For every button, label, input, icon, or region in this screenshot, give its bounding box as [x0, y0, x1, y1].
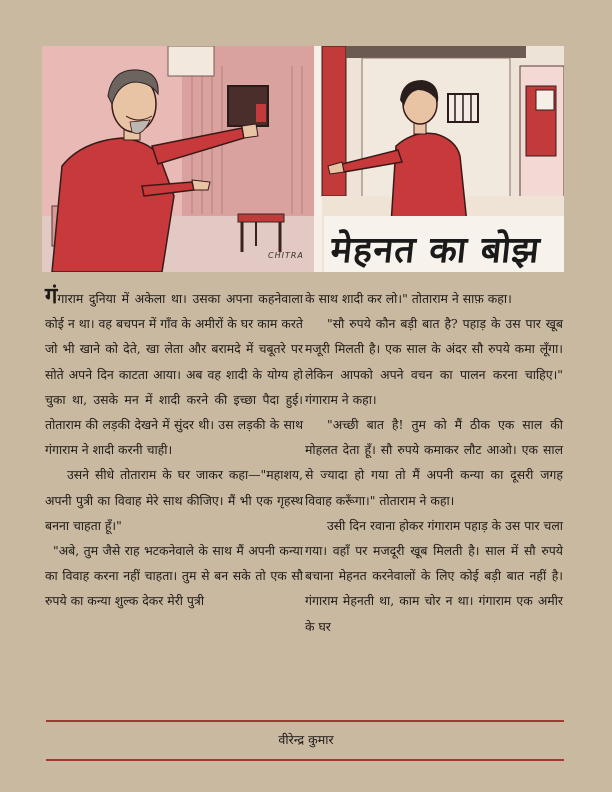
right-paragraph-3: "अच्छी बात है! तुम को मैं ठीक एक साल की मोहलत देता हूँ। सौ रुपये कमाकर लौट आओ। एक साल से ज्यादा हो गया तो मैं अपनी कन्या का दूसरी जगह विवाह करूँगा।" तोताराम ने कहा। [305, 417, 563, 508]
left-column [45, 286, 303, 614]
right-paragraph-1: के साथ शादी कर लो।" तोताराम ने साफ़ कहा। [305, 291, 512, 306]
divider-rule-bottom [46, 759, 564, 761]
left-paragraph-2: उसने सीधे तोताराम के घर जाकर कहा—"महाशय, अपनी पुत्री का विवाह मेरे साथ कीजिए। मैं भी एक गृहस्थ बनना चाहता हूँ।" [45, 467, 303, 533]
left-paragraph-1 [45, 286, 303, 462]
left-paragraph-3: "अबे, तुम जैसे राह भटकनेवाले के साथ मैं अपनी कन्या का विवाह करना नहीं चाहता। तुम से बन सके तो एक सौ रुपये का कन्या शुल्क देकर मेरी पुत्री [45, 543, 303, 609]
story-title: मेहनत का बोझ [328, 229, 543, 271]
divider-rule-top [46, 720, 564, 722]
right-column [305, 286, 563, 639]
left-paragraph-1-text: गाराम दुनिया में अकेला था। उसका अपना कहनेवाला कोई न था। वह बचपन में गाँव के अमीरों के घर काम करते जो भी खाने को देते, खा लेता और बरामदे में चबूतरे पर सोते अपने दिन काटता आया। अब वह शादी के योग्य हो चुका था, उसके मन में शादी करने की इच्छा पैदा हुई। तोताराम की लड़की देखने में सुंदर थी। उस लड़की के साथ गंगाराम ने शादी करनी चाही। [45, 291, 303, 458]
story-title-block [326, 220, 546, 276]
right-paragraph-4: उसी दिन रवाना होकर गंगाराम पहाड़ के उस पार चला गया। वहाँ पर मजदूरी खूब मिलती है। साल में सौ रुपये बचाना मेहनत करनेवालों के लिए कोई बड़ी बात नहीं है। गंगाराम मेहनती था, काम चोर न था। गंगाराम एक अमीर के घर [305, 517, 563, 634]
author-credit: वीरेन्द्र कुमार [278, 732, 334, 747]
artist-signature: CHITRA [268, 251, 304, 260]
drop-cap: गं [45, 284, 58, 309]
right-paragraph-2: "सौ रुपये कौन बड़ी बात है? पहाड़ के उस पार खूब मजूरी मिलती है। एक साल के अंदर सौ रुपये कमा लूँगा। लेकिन आपको अपने वचन का पालन करना चाहिए।" गंगाराम ने कहा। [305, 316, 563, 407]
